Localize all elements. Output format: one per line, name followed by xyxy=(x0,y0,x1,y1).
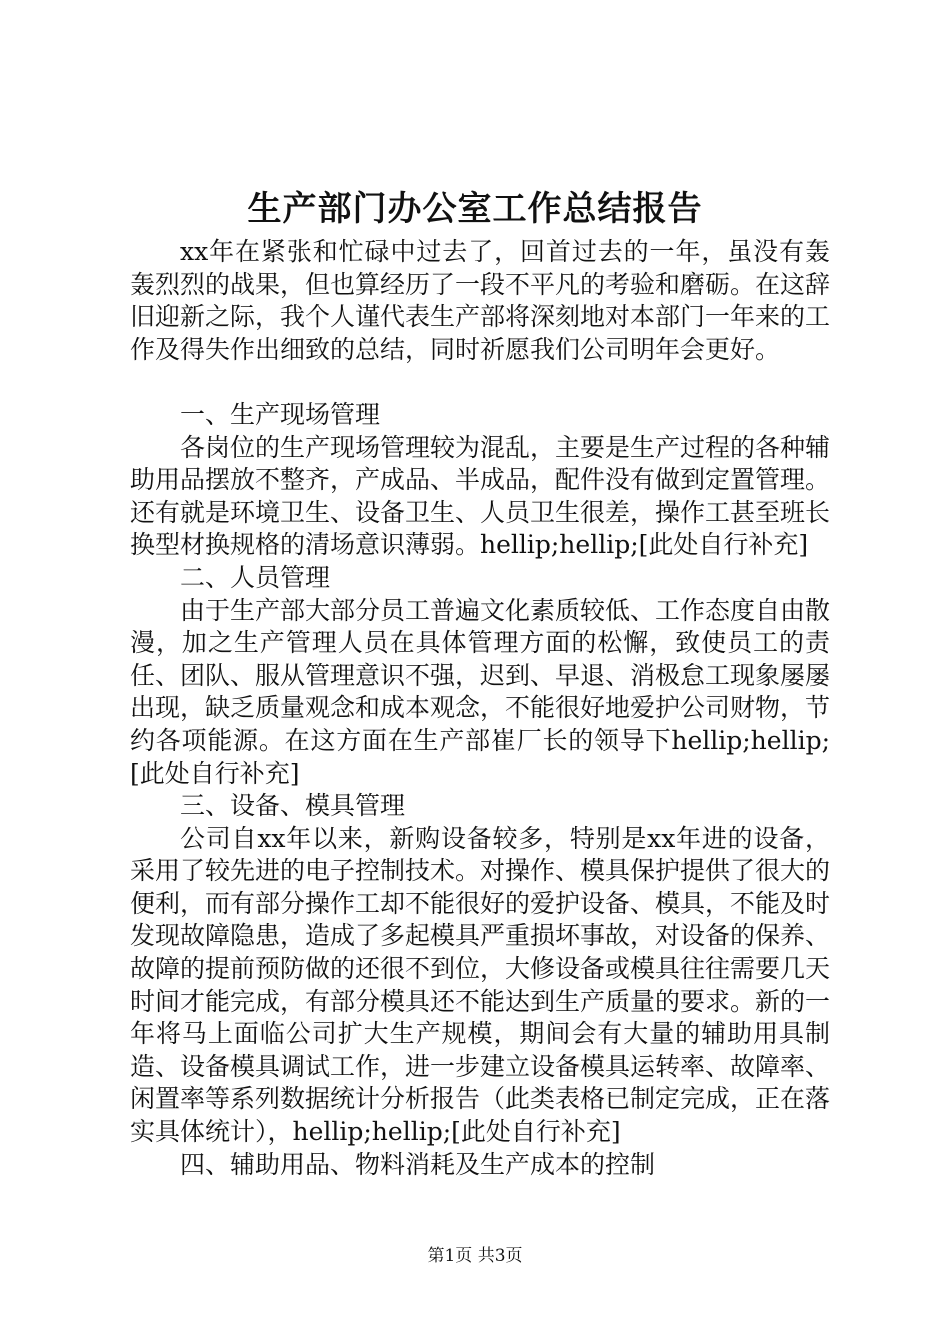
document-title: 生产部门办公室工作总结报告 xyxy=(247,189,703,229)
section-paragraph: 公司自xx年以来，新购设备较多，特别是xx年进的设备，采用了较先进的电子控制技术。对操作、模具保护提供了很大的便利，而有部分操作工却不能很好的爱护设备、模具，不能及时发现故障隐患，造成了多起模具严重损坏事故，对设备的保养、故障的提前预防做的还很不到位，大修设备或模具往往需要几天时间才能完成，有部分模具还不能达到生产质量的要求。新的一年将马上面临公司扩大生产规模，期间会有大量的辅助用具制造、设备模具调试工作，进一步建立设备模具运转率、故障率、闲置率等系列数据统计分析报告（此类表格已制定完成，正在落实具体统计），hellip;hellip;[此处自行补充] xyxy=(130,823,831,1147)
intro-paragraph: xx年在紧张和忙碌中过去了，回首过去的一年，虽没有轰轰烈烈的战果，但也算经历了一段不平凡的考验和磨砺。在这辞旧迎新之际，我个人谨代表生产部将深刻地对本部门一年来的工作及得失作出细致的总结，同时祈愿我们公司明年会更好。 xyxy=(130,237,831,364)
page-footer: 第1页 共3页 xyxy=(427,1246,523,1266)
section-heading: 三、设备、模具管理 xyxy=(180,791,406,821)
section-heading: 二、人员管理 xyxy=(180,562,331,592)
section-heading: 一、生产现场管理 xyxy=(180,399,381,429)
section-paragraph: 由于生产部大部分员工普遍文化素质较低、工作态度自由散漫，加之生产管理人员在具体管理方面的松懈，致使员工的责任、团队、服从管理意识不强，迟到、早退、消极怠工现象屡屡出现，缺乏质量观念和成本观念，不能很好地爱护公司财物，节约各项能源。在这方面在生产部崔厂长的领导下hellip;hellip;[此处自行补充] xyxy=(130,595,831,788)
paragraph-spacer xyxy=(130,366,830,399)
document-body xyxy=(130,236,830,1181)
section-heading: 四、辅助用品、物料消耗及生产成本的控制 xyxy=(180,1149,656,1179)
section-paragraph: 各岗位的生产现场管理较为混乱，主要是生产过程的各种辅助用品摆放不整齐，产成品、半成品，配件没有做到定置管理。还有就是环境卫生、设备卫生、人员卫生很差，操作工甚至班长换型材换规格的清场意识薄弱。hellip;hellip;[此处自行补充] xyxy=(130,432,831,560)
